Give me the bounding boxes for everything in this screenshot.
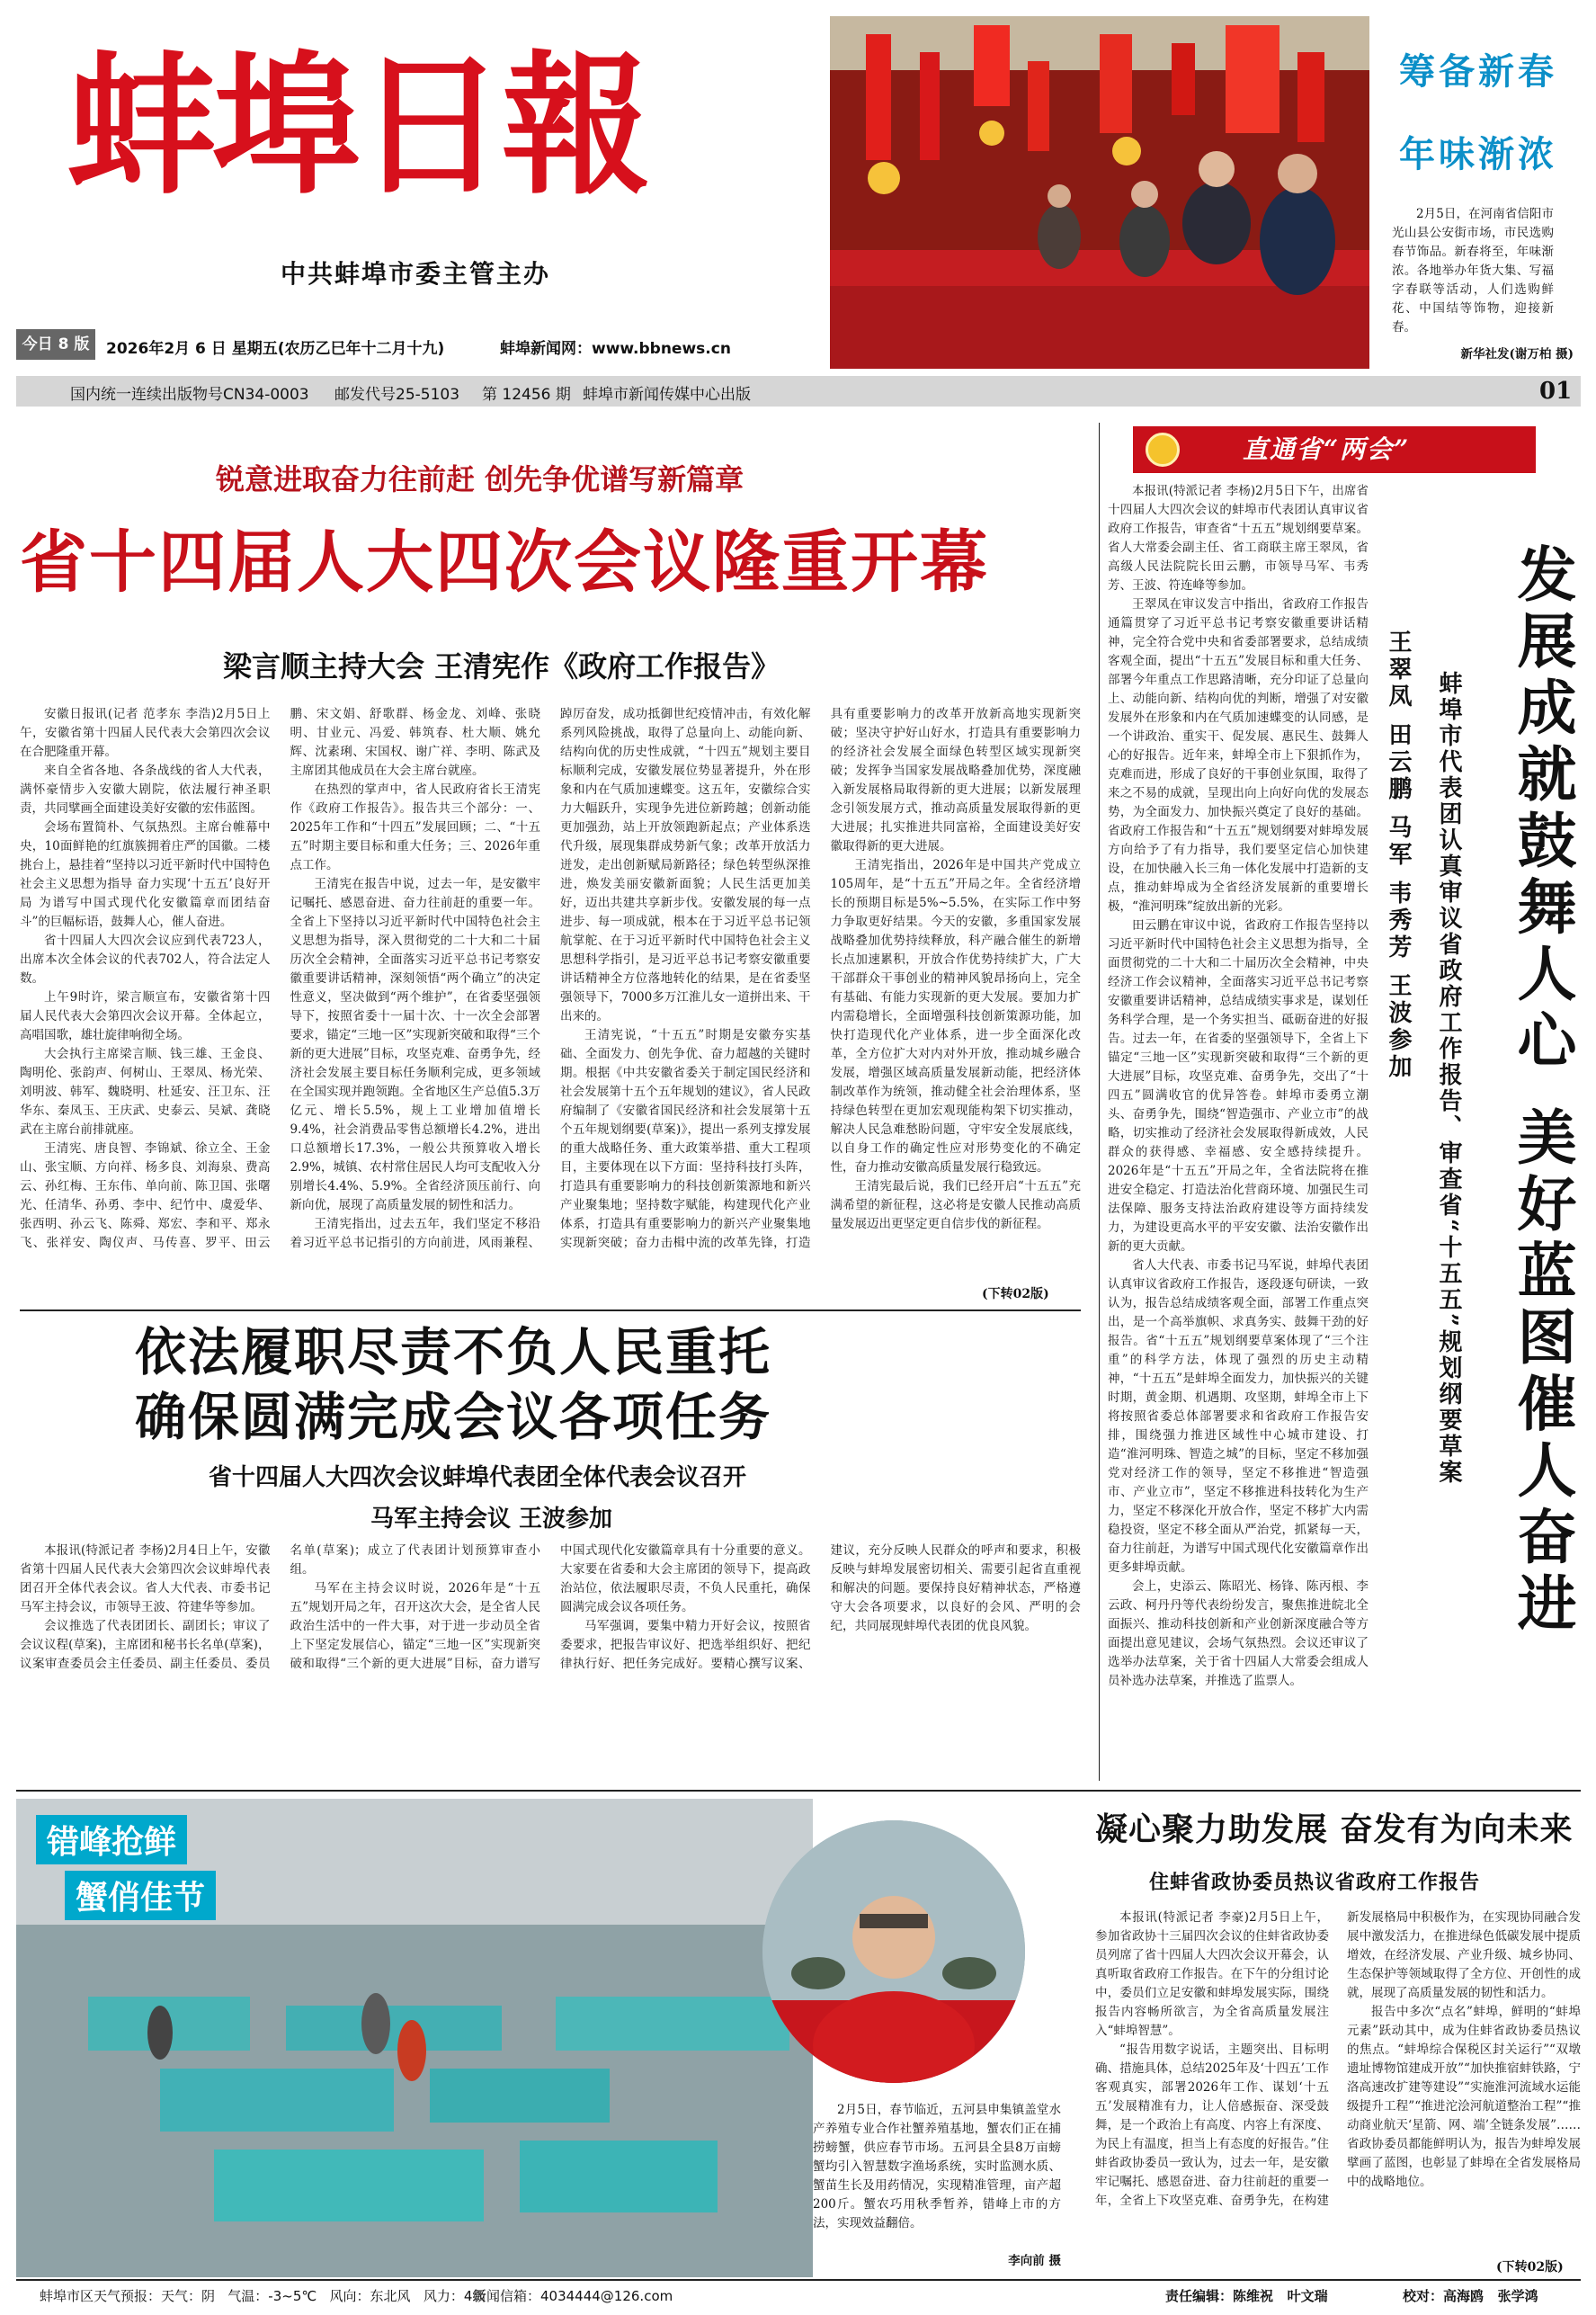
crab-credit: 李向前 摄 [1008, 2254, 1061, 2268]
column-divider [1099, 423, 1100, 1781]
lead-paragraph: 王清宪最后说，我们已经开启“十五五”充满希望的新征程，这必将是安徽人民推动高质量发展迈出更坚定更自信步伐的新征程。 [830, 1179, 1081, 1231]
lead-paragraph: 王清宪在报告中说，过去一年，是安徽牢记嘱托、感恩奋进、奋力往前赶的重要一年。全省上下坚持以习近平新时代中国特色社会主义思想为指导，深入贯彻党的二十大和二十届历次全会精神，全面落实习近平总书记考察安徽重要讲话精神，深刻领悟“两个确立”的决定性意义，坚决做到“两个维护”，在省委坚强领导下，按照省委十一届十次、十一次全会部署要求，锚定“三地一区”实现新突破和取得“三个新的更大进展”目标，攻坚克难、奋勇争先，经济社会发展主要目标任务顺利完成，更多领域在全国实现并跑领跑。全省地区生产总值5.3万亿元、增长5.5%，规上工业增加值增长9.4%，社会消费品零售总额增长4.2%，进出口总额增长17.3%，一般公共预算收入增长2.9%，城镇、农村常住居民人均可支配收入分别增长4.4%、5.9%。全省经济顶压前行、向新向优，展现了高质量发展的韧性和活力。 [290, 877, 540, 1212]
cppcc-paragraph: “报告用数字说话，主题突出、目标明确、措施具体，总结2025年及‘十四五’工作客观真实，部署2026年工作、谋划‘十五五’发展精准有力，让人倍感振奋、深受鼓舞，是一个政治上有高度、内容上有深度、为民上有温度，担当上有态度的好报告。”住蚌省政协委员一致认为，过去一年，是安徽牢记嘱托、感恩奋进、奋力往前赶的重要一年，全省上下攻坚克难、奋勇争先，在构建新发展格局中积极作为，在实现协同融合发展中激发活力，在推进绿色低碳发展中提质增效，在经济发展、产业升级、城乡协同、生态保护等领域取得了全方位、开创性的成就，展现了高质量发展的韧性和活力。 [1095, 1910, 1581, 2208]
postal-code: 邮发代号25-5103 [334, 386, 460, 404]
date-line: 2026年2月 6 日 星期五(农历乙巳年十二月十九) [106, 340, 445, 358]
direct-headline-2: 美好蓝图催人奋进 [1507, 1106, 1576, 1639]
responsible-editor: 责任编辑：陈维祝 叶文瑞 [1165, 2288, 1328, 2304]
lead-paragraph: 王清宪指出，过去五年，我们坚定不移沿着习近平总书记指引的方向前进，风雨兼程、踔厉奋发，成功抵御世纪疫情冲击，有效化解系列风险挑战，取得了总量向上、动能向新、结构向优的历史性成就，“十四五”规划主要目标顺利完成，安徽发展位势显著提升，外在形象和内在气质加速蝶变。这五年，安徽综合实力大幅跃升，实现争先进位新跨越；创新动能更加强劲，站上开放领跑新起点；产业体系迭代升级，展现集群成势新气象；改革开放活力迸发，走出创新赋局新路径；绿色转型纵深推进，焕发美丽安徽新面貌；人民生活更加美好，迈出共建共享新步伐。安徽发展的每一点进步、每一项成就，根本在于习近平总书记领航掌舵、在于习近平新时代中国特色社会主义思想科学指引，是习近平总书记考察安徽重要讲话精神全方位落地转化的结果，是在省委坚强领导下，7000多万江淮儿女一道拼出来、干出来的。 [290, 707, 811, 1250]
divider [16, 1790, 1581, 1792]
divider [20, 1309, 1081, 1311]
issn: 国内统一连续出版物号CN34-0003 [70, 386, 309, 404]
lead-paragraph: 省十四届人大四次会议应到代表723人，出席本次全体会议的代表702人，符合法定人数。 [20, 934, 271, 986]
second-paragraph: 马军强调，要集中精力开好会议，按照省委要求，把报告审议好、把选举组织好、把纪律执行好、把任务完成好。要精心撰写议案、建议，充分反映人民群众的呼声和要求，积极反映与蚌埠发展密切相关、需要引起省直重视和解决的问题。要保持良好精神状态，严格遵守大会各项要求，以良好的会风、严明的会纪，共同展现蚌埠代表团的优良风貌。 [560, 1543, 1081, 1671]
website[interactable]: 蚌埠新闻网：www.bbnews.cn [500, 340, 731, 358]
top-photo-headline-1: 筹备新春 [1399, 51, 1557, 93]
lead-paragraph: 王清宪、唐良智、李锦斌、徐立全、王金山、张宝顺、方向祥、杨多良、刘海泉、费高云、孙红梅、王东伟、单向前、陈卫国、张曙光、任清华、孙勇、李中、纪竹中、虞爱华、张西明、孙云飞、陈舜、郑宏、李和平、郑永飞、张祥安、陶仪声、马传喜、罗平、田云鹏、宋文娟、舒歌群、杨金龙、刘峰、张晓明、甘业元、冯爱、韩筑春、杜大顺、姚允辉、沈素琍、宋国权、谢广祥、李明、陈武及主席团其他成员在大会主席台就座。 [20, 707, 540, 1250]
lead-paragraph: 上午9时许，梁言顺宣布，安徽省第十四届人民代表大会第四次会议开幕。全体起立，高唱国歌，雄壮旋律响彻全场。 [20, 990, 271, 1042]
direct-paragraph: 本报讯(特派记者 李杨)2月5日下午，出席省十四届人大四次会议的蚌埠市代表团认真审议省政府工作报告，审查省“十五五”规划纲要草案。省人大常委会副主任、省工商联主席王翠凤，省高级人民法院院长田云鹏，市领导马军、韦秀芳、王波、符连峰等参加。 [1108, 484, 1369, 593]
direct-subhead: 蚌埠市代表团认真审议省政府工作报告、审查省“十五五”规划纲要草案 [1435, 671, 1462, 1486]
second-body [20, 1542, 1081, 1784]
crab-portrait-circle [762, 1820, 1025, 2083]
emblem-icon [1146, 433, 1180, 467]
second-subhead-2: 马军主持会议 王波参加 [370, 1506, 613, 1533]
weather-forecast: 蚌埠市区天气预报：天气：阴 气温：-3~5℃ 风向：东北风 风力：4级 [40, 2288, 486, 2304]
direct-paragraph: 王翠凤在审议发言中指出，省政府工作报告通篇贯穿了习近平总书记考察安徽重要讲话精神，完全符合党中央和省委部署要求，总结成绩客观全面，提出“十五五”发展目标和重大任务、部署今年重点工作思路清晰，充分印证了总量向上、动能向新、结构向优的判断，增强了对安徽发展外在形象和内在气质加速蝶变的认同感，是一个讲政治、重实干、促发展、惠民生、鼓舞人心的好报告。近年来，蚌埠全市上下狠抓作为，克难而进，形成了良好的干事创业氛围，取得了来之不易的成就，呈现出向上向好向优的发展态势，为全面发力、加快振兴奠定了良好的基础。省政府工作报告和“十五五”规划纲要对蚌埠发展方向给予了有力指导，我们要坚定信心加快建设，在加快融入长三角一体化发展中打造新的支点，推动蚌埠成为全省经济发展新的重要增长极，“淮河明珠”绽放出新的光彩。 [1108, 597, 1369, 914]
pages-badge: 今日 8 版 [16, 329, 95, 360]
lead-paragraph: 大会执行主席梁言顺、钱三雄、王金良、陶明伦、张韵声、何树山、王翠凤、杨光荣、刘明波、韩军、魏晓明、杜延安、汪卫东、汪华东、秦凤玉、王庆武、史泰云、吴斌、龚晓武在主席台前排就座。 [20, 1047, 271, 1137]
direct-paragraph: 田云鹏在审议中说，省政府工作报告坚持以习近平新时代中国特色社会主义思想为指导，全面贯彻党的二十大和二十届历次全会精神，中央经济工作会议精神，全面落实习近平总书记考察安徽重要讲话精神，总结成绩实事求是，谋划任务科学合理，是一个务实担当、砥砺奋进的好报告。过去一年，在省委的坚强领导下，全省上下锚定“三地一区”实现新突破和取得“三个新的更大进展”目标，攻坚克难、奋勇争先，交出了“十四五”圆满收官的优异答卷。蚌埠市委勇立潮头、奋勇争先，围绕“智造强市、产业立市”的战略，切实推动了经济社会发展取得新成效，人民群众的获得感、幸福感、安全感持续提升。2026年是“十五五”开局之年，全省法院将在推进安全稳定、打造法治化营商环境、加强民生司法保障、服务支持法治政府建设等方面持续发力，为建设更高水平的平安安徽、法治安徽作出新的更大贡献。 [1108, 918, 1369, 1254]
proofreaders: 校对：高海鸥 张学鸿 [1403, 2288, 1538, 2304]
lead-kicker: 锐意进取奋力往前赶 创先争优谱写新篇章 [216, 462, 745, 496]
cppcc-continued[interactable]: (下转02版) [1496, 2260, 1564, 2275]
lead-subhead: 梁言顺主持大会 王清宪作《政府工作报告》 [223, 649, 780, 684]
masthead-title: 蚌埠日報 [67, 36, 647, 216]
direct-paragraph: 省人大代表、市委书记马军说，蚌埠代表团认真审议省政府工作报告，逐段逐句研读，一致认为，报告总结成绩客观全面，部署工作重点突出，是一个高举旗帜、求真务实、鼓舞干劲的好报告。省“十五五”规划纲要草案体现了“三个注重”的科学方法，体现了强烈的历史主动精神，“十五五”是蚌埠全面发力，加快振兴的关键时期，黄金期、机遇期、攻坚期，蚌埠全市上下将按照省委总体部署要求和省政府工作报告安排，围绕强力推进区域性中心城市建设、打造“淮河明珠、智造之城”的目标，坚定不移加强党对经济工作的领导，坚定不移推进“智造强市、产业立市”，坚定不移推进科技转化为生产力，坚定不移深化开放合作，坚定不移扩大内需稳投资，坚定不移全面从严治党，抓紧每一天，奋力往前赶，为谱写中国式现代化安徽篇章作出更多蚌埠贡献。 [1108, 1258, 1369, 1575]
cppcc-headline: 凝心聚力助发展 奋发有为向未来 [1095, 1811, 1574, 1848]
news-email[interactable]: 新闻信箱：4034444@126.com [473, 2288, 673, 2304]
direct-banner [1133, 426, 1536, 473]
direct-paragraph: 会上，史添云、陈昭光、杨锋、陈丙根、李云政、柯丹丹等代表纷纷发言，聚焦推进皖北全面振兴、推动科技创新和产业创新深度融合等方面提出意见建议，会场气氛热烈。会议还审议了选举办法草案，关于省十四届人大常委会组成人员补选办法草案，并推选了监票人。 [1108, 1579, 1369, 1688]
lead-paragraph: 王清宪指出，2026年是中国共产党成立105周年，是“十五五”开局之年。全省经济增长的预期目标是5%~5.5%，在实际工作中努力争取更好结果。今天的安徽，多重国家发展战略叠加优势持续释放，科产融合催生的新增长点加速累积，开放合作优势持续扩大，广大干部群众干事创业的精神风貌昂扬向上，完全有基础、有能力实现新的更大发展。要加力扩内需稳增长，全面增强科技创新策源功能，加快打造现代化产业体系，进一步全面深化改革，全方位扩大对内对外开放，推动城乡融合发展，增强区域高质量发展新动能，把经济体制改革作为统领，推动健全社会治理体系，坚持绿色转型在更加宏观现能构架下切实推动，解决人民急难愁盼问题，守牢安全发展底线，以自身工作的确定性应对形势变化的不确定性，奋力推动安徽高质量发展行稳致远。 [830, 858, 1081, 1175]
top-photo-caption: 2月5日，在河南省信阳市光山县公安街市场，市民选购春节饰品。新春将至，年味渐浓。各地举办年货大集、写福字春联等活动，人们选购鲜花、中国结等饰物，迎接新春。 [1392, 207, 1554, 335]
top-photo-headline-2: 年味渐浓 [1399, 134, 1557, 175]
lead-paragraph: 来自全省各地、各条战线的省人大代表，满怀豪情步入安徽大剧院，依法履行神圣职责，共同擘画全面建设美好安徽的宏伟蓝图。 [20, 764, 271, 816]
direct-body-col1 [1108, 482, 1369, 1777]
second-headline-2: 确保圆满完成会议各项任务 [135, 1388, 771, 1447]
direct-subhead-2: 王翠凤 田云鹏 马军 韦秀芳 王波参加 [1385, 630, 1412, 1082]
lead-body [20, 705, 1081, 1281]
crab-headline-1: 错峰抢鲜 [36, 1815, 187, 1864]
second-paragraph: 马军在主持会议时说，2026年是“十五五”规划开局之年，召开这次大会，是全省人民政治生活中的一件大事，对于进一步动员全省上下坚定发展信心，锚定“三地一区”实现新突破和取得“三个新的更大进展”目标，奋力谱写中国式现代化安徽篇章具有十分重要的意义。大家要在省委和大会主席团的领导下，提高政治站位，依法履职尽责，不负人民重托，确保圆满完成会议各项任务。 [290, 1543, 811, 1671]
cppcc-paragraph: 报告中多次“点名”蚌埠，鲜明的“蚌埠元素”跃动其中，成为住蚌省政协委员热议的焦点。“蚌埠综合保税区封关运行”“双墩遗址博物馆建成开放”“加快推宿蚌铁路，宁洛高速改扩建等建设”“实施淮河流域水运能级提升工程”“推进沱浍河航道整治工程”“推动商业航天‘星箭、网、端’全链条发展”……省政协委员都能鲜明认为，报告为蚌埠发展擘画了蓝图，也彰显了蚌埠在全省发展格局中的战略地位。 [1347, 2005, 1581, 2189]
lead-paragraph: 会场布置简朴、气氛热烈。主席台帷幕中央，10面鲜艳的红旗簇拥着庄严的国徽。二楼挑台上，悬挂着“坚持以习近平新时代中国特色社会主义思想为指导 奋力实现‘十五五’良好开局 为谱写中国式现代化安徽篇章而团结奋斗”的巨幅标语，鼓舞人心，催人奋进。 [20, 820, 271, 929]
publisher: 蚌埠市新闻传媒中心出版 [583, 386, 751, 404]
issue-number: 第 12456 期 [482, 386, 571, 404]
page-number: 01 [1539, 378, 1573, 405]
cppcc-body [1095, 1908, 1581, 2272]
second-subhead: 省十四届人大四次会议蚌埠代表团全体代表会议召开 [209, 1464, 747, 1491]
direct-banner-text: 直通省“两会” [1243, 434, 1411, 464]
lead-paragraph: 安徽日报讯(记者 范孝东 李浩)2月5日上午，安徽省第十四届人民代表大会第四次会议在合肥隆重开幕。 [20, 707, 271, 759]
lead-paragraph: 王清宪说，“十五五”时期是安徽夯实基础、全面发力、创先争优、奋力超越的关键时期。根据《中共安徽省委关于制定国民经济和社会发展第十五个五年规划的建议》，省人民政府编制了《安徽省国民经济和社会发展第十五个五年规划纲要(草案)》，提出一系列支撑发展的重大战略任务、重大政策举措、重大工程项目，主要体现在以下方面：坚持科技打头阵，打造具有重要影响力的科技创新策源地和新兴产业聚集地；坚持数字赋能，构建现代化产业体系，打造具有重要影响力的新兴产业聚集地实现新突破；奋力击楫中流的改革先锋，打造具有重要影响力的改革开放新高地实现新突破；坚决守护好山好水，打造具有重要影响力的经济社会发展全面绿色转型区域实现新突破；发挥争当国家发展战略叠加优势，深度融入新发展格局取得新的更大进展；以新发展理念引领发展方式，推动高质量发展取得新的更大进展；扎实推进共同富裕，全面建设美好安徽取得新的更大进展。 [560, 707, 1081, 1250]
masthead-sponsor: 中共蚌埠市委主管主办 [281, 259, 551, 289]
direct-headline-1: 发展成就鼓舞人心 [1507, 543, 1576, 1076]
lead-continued[interactable]: (下转02版) [982, 1287, 1049, 1301]
lead-headline: 省十四届人大四次会议隆重开幕 [20, 523, 990, 602]
lead-paragraph: 在热烈的掌声中，省人民政府省长王清宪作《政府工作报告》。报告共三个部分：一、2025年工作和“十四五”发展回顾；二、“十五五”时期主要目标和重大任务；三、2026年重点工作。 [290, 782, 540, 872]
second-paragraph: 本报讯(特派记者 李杨)2月4日上午，安徽省第十四届人民代表大会第四次会议蚌埠代表团召开全体代表会议。省人大代表、市委书记马军主持会议，市领导王波、符建华等参加。 [20, 1543, 271, 1614]
divider [16, 2279, 1581, 2281]
crab-headline-2: 蟹俏佳节 [65, 1871, 216, 1920]
crab-caption: 2月5日，春节临近，五河县申集镇盖堂水产养殖专业合作社蟹养殖基地，蟹农们正在捕捞螃蟹，供应春节市场。五河县全县8万亩螃蟹均引入智慧数字渔场系统，实时监测水质、蟹苗生长及用药情况，实现精准管理，亩产超200斤。蟹农巧用秋季暂养，错峰上市的方法，实现效益翻倍。 [813, 2103, 1061, 2230]
second-paragraph: 会议推选了代表团团长、副团长；审议了会议议程(草案)，主席团和秘书长名单(草案)，议案审查委员会主任委员、副主任委员、委员名单(草案)；成立了代表团计划预算审查小组。 [20, 1543, 540, 1671]
top-photo-credit: 新华社发(谢万柏 摄) [1460, 347, 1574, 362]
cppcc-subhead: 住蚌省政协委员热议省政府工作报告 [1149, 1871, 1481, 1894]
cppcc-paragraph: 本报讯(特派记者 李豪)2月5日上午，参加省政协十三届四次会议的住蚌省政协委员列席了省十四届人大四次会议开幕会，认真听取省政府工作报告。在下午的分组讨论中，委员们立足安徽和蚌埠发展实际，围绕报告内容畅所欲言，为全省高质量发展注入“蚌埠智慧”。 [1095, 1910, 1329, 2038]
new-year-market-photo [830, 16, 1369, 369]
second-headline-1: 依法履职尽责不负人民重托 [135, 1323, 771, 1382]
